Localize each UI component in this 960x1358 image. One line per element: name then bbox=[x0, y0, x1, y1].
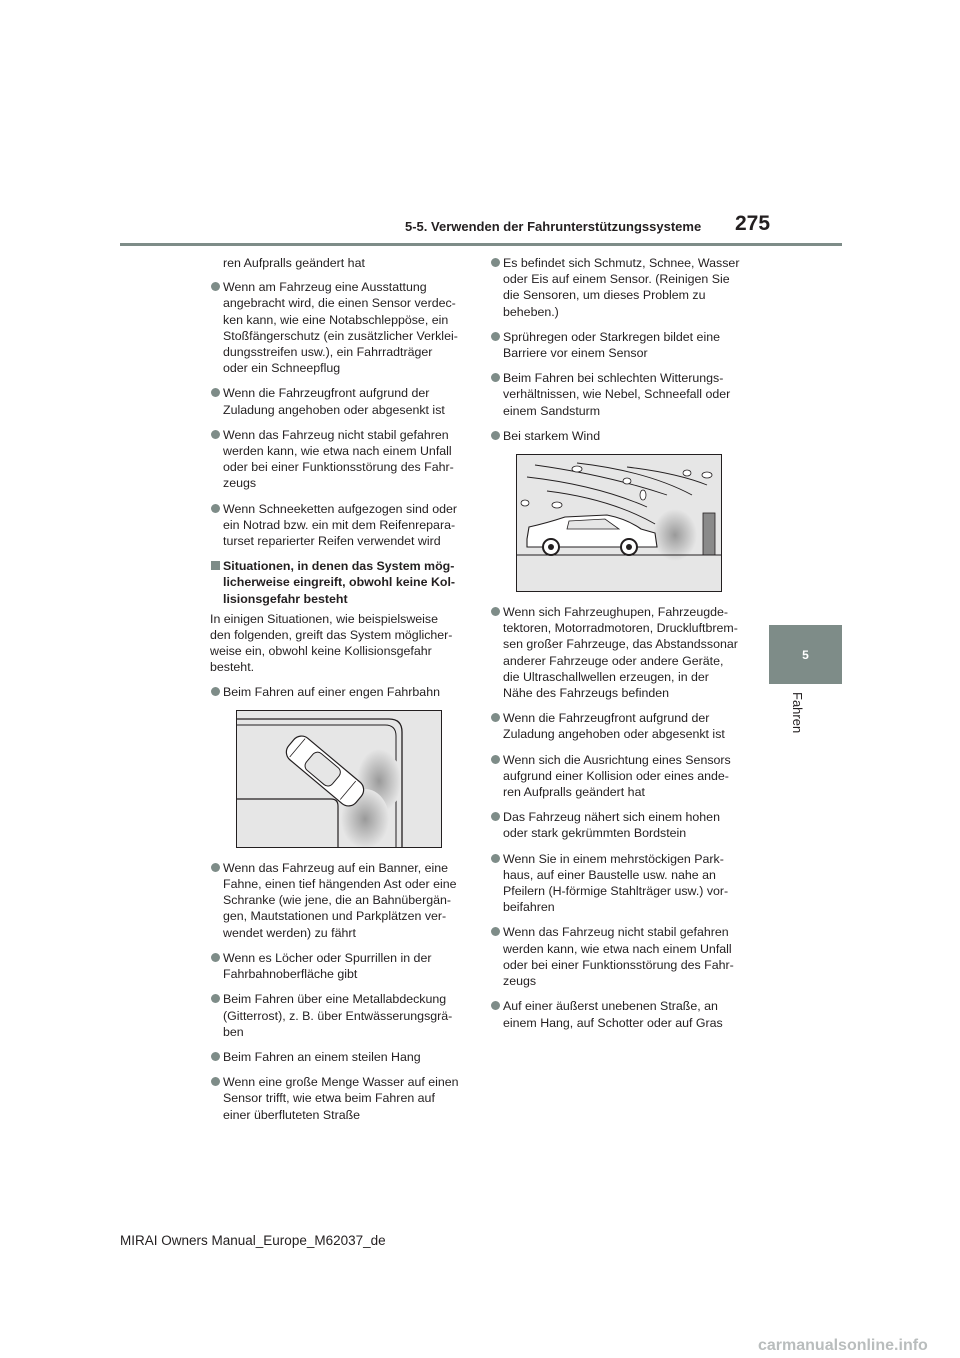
strong-wind-illustration bbox=[516, 454, 722, 592]
list-item: Wenn die Fahrzeugfront aufgrund der Zuladung angehoben oder abgesenkt ist bbox=[210, 385, 468, 417]
list-item: Wenn sich die Ausrichtung eines Sensors aufgrund einer Kollision oder eines ande- ren Aufpralls geändert hat bbox=[490, 752, 752, 801]
list-item: Sprühregen oder Starkregen bildet eine Barriere vor einem Sensor bbox=[490, 329, 752, 361]
list-item: Wenn die Fahrzeugfront aufgrund der Zuladung angehoben oder abgesenkt ist bbox=[490, 710, 752, 742]
list-item: Auf einer äußerst unebenen Straße, an einem Hang, auf Schotter oder auf Gras bbox=[490, 998, 752, 1030]
list-item: Beim Fahren an einem steilen Hang bbox=[210, 1049, 468, 1065]
right-column bbox=[490, 255, 752, 1040]
list-item: Wenn am Fahrzeug eine Ausstattung angebracht wird, die einen Sensor verdec- ken kann, wie eine Notabschleppöse, ein Stoßfängerschutz (ein zusätzlicher Verklei- dungsstreifen usw.), ein Fahrradträger oder ein Schneepflug bbox=[210, 279, 468, 376]
narrow-road-illustration bbox=[236, 710, 442, 848]
list-item: Wenn Sie in einem mehrstöckigen Park- haus, auf einer Baustelle usw. nahe an Pfeilern (H-förmige Stahlträger usw.) vor- beifahren bbox=[490, 851, 752, 916]
left-column bbox=[210, 255, 468, 1132]
list-item: Wenn es Löcher oder Spurrillen in der Fahrbahnoberfläche gibt bbox=[210, 950, 468, 982]
list-item: Bei starkem Wind bbox=[490, 428, 752, 444]
chapter-tab[interactable] bbox=[769, 625, 842, 684]
section-title: 5-5. Verwenden der Fahrunterstützungssysteme bbox=[405, 219, 702, 234]
list-item: Beim Fahren über eine Metallabdeckung (Gitterrost), z. B. über Entwässerungsgrä- ben bbox=[210, 991, 468, 1040]
list-item: Wenn das Fahrzeug nicht stabil gefahren werden kann, wie etwa nach einem Unfall oder bei einer Funktionsstörung des Fahr- zeugs bbox=[210, 427, 468, 492]
list-item: Beim Fahren auf einer engen Fahrbahn bbox=[210, 684, 468, 700]
list-item: Wenn das Fahrzeug auf ein Banner, eine Fahne, einen tief hängenden Ast oder eine Schranke (wie jene, die an Bahnübergän- gen, Mautstationen und Parkplätzen ver- wendet werden) zu fährt bbox=[210, 860, 468, 941]
list-item: Wenn Schneeketten aufgezogen sind oder ein Notrad bzw. ein mit dem Reifenrepara- turset reparierter Reifen verwendet wird bbox=[210, 501, 468, 550]
list-item: Das Fahrzeug nähert sich einem hohen oder stark gekrümmten Bordstein bbox=[490, 809, 752, 841]
section-heading: Situationen, in denen das System mög- licherweise eingreift, obwohl keine Kol- lisionsgefahr besteht bbox=[210, 558, 468, 607]
list-item: Es befindet sich Schmutz, Schnee, Wasser oder Eis auf einem Sensor. (Reinigen Sie die Sensoren, um dieses Problem zu beheben.) bbox=[490, 255, 752, 320]
list-item: Wenn sich Fahrzeughupen, Fahrzeugde- tektoren, Motorradmotoren, Druckluftbrem- sen großer Fahrzeuge, das Abstandssonar anderer Fahrzeuge oder andere Geräte, die Ultraschallwellen erzeugen, in der Nähe des Fahrzeugs befinden bbox=[490, 604, 752, 701]
section-intro: In einigen Situationen, wie beispielsweise den folgenden, greift das System möglicher- weise ein, obwohl keine Kollisionsgefahr besteht. bbox=[210, 611, 453, 675]
continued-text: ren Aufpralls geändert hat bbox=[223, 256, 365, 270]
page-number: 275 bbox=[735, 212, 771, 235]
footer-manual-id: MIRAI Owners Manual_Europe_M62037_de bbox=[120, 1233, 386, 1248]
list-item: Wenn das Fahrzeug nicht stabil gefahren werden kann, wie etwa nach einem Unfall oder bei einer Funktionsstörung des Fahr- zeugs bbox=[490, 924, 752, 989]
watermark-link[interactable]: carmanualsonline.info bbox=[758, 1337, 928, 1354]
header-rule bbox=[120, 243, 842, 246]
chapter-number: 5 bbox=[802, 647, 809, 662]
list-item: Beim Fahren bei schlechten Witterungs- verhältnissen, wie Nebel, Schneefall oder einem Sandsturm bbox=[490, 370, 752, 419]
chapter-label: Fahren bbox=[790, 692, 805, 734]
list-item: Wenn eine große Menge Wasser auf einen Sensor trifft, wie etwa beim Fahren auf einer überfluteten Straße bbox=[210, 1074, 468, 1123]
